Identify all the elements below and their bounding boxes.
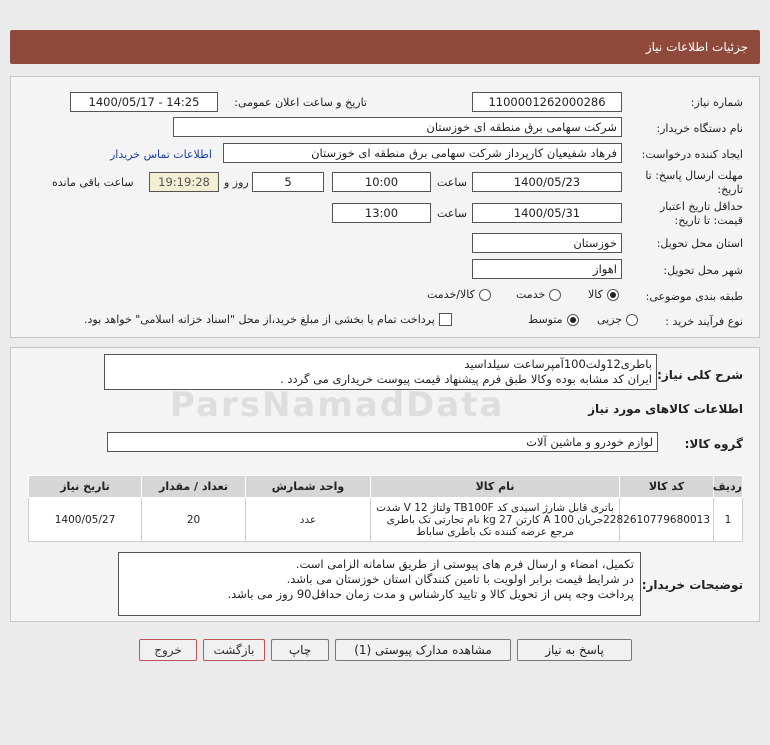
goods-group-field: لوازم خودرو و ماشین آلات: [107, 432, 658, 452]
reply-deadline-time: 10:00: [332, 172, 431, 192]
remaining-time: 19:19:28: [149, 172, 219, 192]
remaining-days: 5: [252, 172, 324, 192]
reply-button[interactable]: پاسخ به نیاز: [517, 639, 632, 661]
delivery-province-field: خوزستان: [472, 233, 622, 253]
cell-name: باتری قابل شارژ اسیدی کد TB100F ولتاژ 12 V شدت جریان 100 A کارتن 27 kg نام تجارتی تک باطری مرجع عرضه کننده تک باطری ساباط: [371, 498, 620, 542]
col-header-date: تاریخ نیاز: [29, 476, 142, 498]
category-option-goods[interactable]: [588, 288, 619, 301]
general-desc-line-1: باطری12ولت100آمپرساعت سیلداسید: [464, 357, 652, 371]
category-option-goods-service-label: کالا/خدمت: [427, 288, 475, 301]
creator-field: فرهاد شفیعیان کارپرداز شرکت سهامی برق منطقه ای خوزستان: [223, 143, 622, 163]
category-option-service-label: خدمت: [516, 288, 546, 301]
radio-icon[interactable]: [479, 289, 491, 301]
col-header-code: کد کالا: [620, 476, 714, 498]
creator-label: ایجاد کننده درخواست:: [641, 148, 743, 161]
price-validity-label-1: حداقل تاریخ اعتبار: [659, 200, 743, 213]
announce-datetime-label: تاریخ و ساعت اعلان عمومی:: [234, 96, 367, 109]
cell-unit: عدد: [246, 498, 371, 542]
goods-table-container: [28, 475, 742, 542]
days-label: روز و: [224, 176, 249, 189]
delivery-city-field: اهواز: [472, 259, 622, 279]
goods-info-title: اطلاعات کالاهای مورد نیاز: [588, 402, 743, 416]
announce-datetime-field: 1400/05/17 - 14:25: [70, 92, 218, 112]
back-button[interactable]: بازگشت: [203, 639, 265, 661]
cell-qty: 20: [142, 498, 246, 542]
need-number-label: شماره نیاز:: [690, 96, 743, 109]
buyer-notes-line-1: تکمیل، امضاء و ارسال فرم های پیوستی از طریق سامانه الزامی است.: [295, 557, 634, 571]
remaining-label: ساعت باقی مانده: [52, 176, 134, 189]
exit-button[interactable]: خروج: [139, 639, 197, 661]
watermark-text: ParsNamadData: [170, 385, 505, 425]
col-header-row: ردیف: [714, 476, 743, 498]
reply-deadline-label-2: تاریخ:: [717, 183, 743, 196]
general-desc-line-2: ایران کد مشابه بوده وکالا طبق فرم پیشنهاد قیمت پیوست خریداری می گردد .: [280, 372, 652, 386]
goods-group-label: گروه کالا:: [684, 437, 743, 451]
radio-selected-icon[interactable]: [607, 289, 619, 301]
price-validity-time-label: ساعت: [437, 207, 467, 220]
category-option-goods-label: کالا: [588, 288, 603, 301]
need-number-field: 1100001262000286: [472, 92, 622, 112]
reply-deadline-date: 1400/05/23: [472, 172, 622, 192]
cell-date: 1400/05/27: [29, 498, 142, 542]
col-header-qty: تعداد / مقدار: [142, 476, 246, 498]
category-label: طبقه بندی موضوعی:: [645, 290, 743, 303]
col-header-unit: واحد شمارش: [246, 476, 371, 498]
buyer-notes-label: توضیحات خریدار:: [641, 578, 743, 592]
table-row: [29, 498, 743, 542]
view-attachments-button[interactable]: مشاهده مدارک پیوستی (1): [335, 639, 511, 661]
process-option-medium-label: متوسط: [528, 313, 563, 326]
process-option-minor[interactable]: [597, 313, 638, 326]
buyer-notes-box: [118, 552, 641, 616]
cell-row: 1: [714, 498, 743, 542]
treasury-payment-option[interactable]: [84, 313, 452, 326]
price-validity-label-2: قیمت: تا تاریخ:: [674, 214, 743, 227]
category-option-service[interactable]: [516, 288, 561, 301]
process-option-medium[interactable]: [528, 313, 579, 326]
treasury-payment-note: پرداخت تمام یا بخشی از مبلغ خرید،از محل "اسناد خزانه اسلامی" خواهد بود.: [84, 313, 435, 326]
category-option-goods-service[interactable]: [427, 288, 491, 301]
radio-selected-icon[interactable]: [567, 314, 579, 326]
general-desc-label: شرح کلی نیاز:: [657, 368, 743, 382]
checkbox-icon[interactable]: [439, 313, 452, 326]
cell-code: 2282610779680013: [620, 498, 714, 542]
radio-icon[interactable]: [626, 314, 638, 326]
col-header-name: نام کالا: [371, 476, 620, 498]
buyer-org-label: نام دستگاه خریدار:: [656, 122, 743, 135]
reply-time-label: ساعت: [437, 176, 467, 189]
buyer-org-field: شرکت سهامی برق منطقه ای خوزستان: [173, 117, 622, 137]
price-validity-date: 1400/05/31: [472, 203, 622, 223]
price-validity-time: 13:00: [332, 203, 431, 223]
process-type-label: نوع فرآیند خرید :: [665, 315, 743, 328]
buyer-notes-line-2: در شرایط قیمت برابر اولویت با تامین کنندگان استان خوزستان می باشد.: [286, 572, 634, 586]
radio-icon[interactable]: [549, 289, 561, 301]
delivery-city-label: شهر محل تحویل:: [663, 264, 743, 277]
page-title: جزئیات اطلاعات نیاز: [10, 30, 760, 64]
delivery-province-label: استان محل تحویل:: [656, 237, 743, 250]
table-header-row: [29, 476, 743, 498]
print-button[interactable]: چاپ: [271, 639, 329, 661]
reply-deadline-label-1: مهلت ارسال پاسخ: تا: [645, 169, 743, 182]
buyer-notes-line-3: پرداخت وجه پس از تحویل کالا و تایید کارشناس و مدت زمان حداقل90 روز می باشد.: [227, 587, 634, 601]
process-option-minor-label: جزیی: [597, 313, 623, 326]
buyer-contact-link[interactable]: اطلاعات تماس خریدار: [110, 148, 212, 161]
goods-table: [28, 475, 743, 542]
